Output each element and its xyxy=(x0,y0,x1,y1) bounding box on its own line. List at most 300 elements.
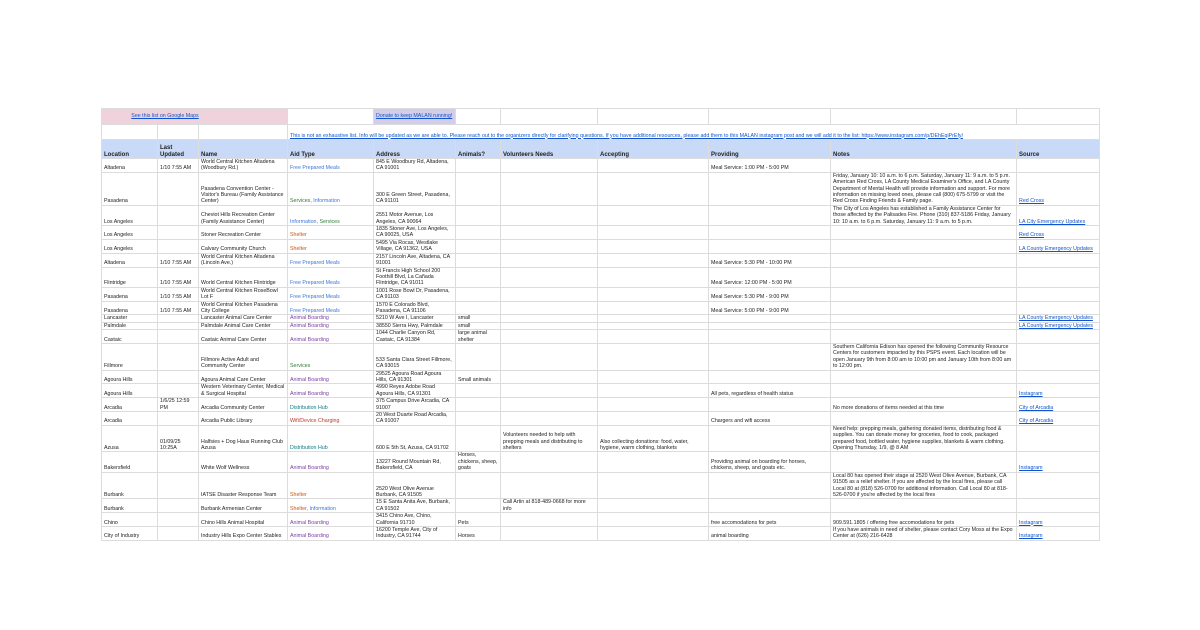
notice-text: This is not an exhaustive list. Info will be updated as we are able to. Please reach out to the organizers directly for clarifying questions. If you have additional resources, please add them to this MALAN instagram post and we will add it to the list: https://www.instagram.com/p/DEhEqiPrEfy/ xyxy=(288,125,1100,140)
cell-aid[interactable] xyxy=(288,267,374,287)
cell-aid[interactable] xyxy=(288,315,374,322)
cell-source[interactable] xyxy=(1017,412,1100,426)
column-header-source[interactable]: Source xyxy=(1017,140,1100,159)
cell-address[interactable]: 1835 Stoner Ave, Los Angeles, CA 90025, USA xyxy=(374,226,456,240)
cell-aid[interactable] xyxy=(288,301,374,315)
cell-updated[interactable]: 1/10 7:55 AM xyxy=(158,253,199,267)
cell-location[interactable]: Los Angeles xyxy=(102,205,158,225)
cell-accepting[interactable] xyxy=(598,499,709,513)
cell-source[interactable] xyxy=(1017,499,1100,513)
cell-volunteers[interactable] xyxy=(501,287,598,301)
cell-updated[interactable] xyxy=(158,226,199,240)
cell-accepting[interactable] xyxy=(598,172,709,205)
cell-notes[interactable] xyxy=(831,315,1017,322)
cell-updated[interactable] xyxy=(158,384,199,398)
cell-animals[interactable] xyxy=(456,226,501,240)
cell-source[interactable] xyxy=(1017,315,1100,322)
cell-providing[interactable] xyxy=(709,315,831,322)
cell-animals[interactable] xyxy=(456,172,501,205)
cell-address[interactable]: 845 E Woodbury Rd, Altadena, CA 91001 xyxy=(374,159,456,173)
cell-source[interactable] xyxy=(1017,425,1100,452)
cell-animals[interactable] xyxy=(456,301,501,315)
cell-notes[interactable]: Friday, January 10: 10 a.m. to 6 p.m. Saturday, January 11: 9 a.m. to 5 p.m. American Red Cross, LA County Medical Examiner's Office, and LA County Department of Mental Health will provide information and support. For more information on missing loved ones, please call (800) 675-5799 or visit the Red Cross Finding Friends & Family page. xyxy=(831,172,1017,205)
aid-type-chip: Free Prepared Meals xyxy=(290,165,340,172)
cell-animals[interactable] xyxy=(456,499,501,513)
cell-animals[interactable]: small xyxy=(456,322,501,329)
cell-address[interactable]: 533 Santa Clara Street Fillmore, CA 93015 xyxy=(374,343,456,370)
cell-updated[interactable] xyxy=(158,172,199,205)
cell-notes[interactable] xyxy=(831,412,1017,426)
cell-updated[interactable]: 1/10 7:55 AM xyxy=(158,287,199,301)
cell-location[interactable]: Los Angeles xyxy=(102,226,158,240)
column-header-animals[interactable]: Animals? xyxy=(456,140,501,159)
cell-notes[interactable] xyxy=(831,267,1017,287)
cell-source[interactable] xyxy=(1017,384,1100,398)
donate-cell xyxy=(374,109,456,125)
cell-notes[interactable] xyxy=(831,330,1017,344)
cell-providing[interactable]: Providing animal on boarding for horses, chickens, sheep, and goats etc. xyxy=(709,452,831,472)
cell-name[interactable]: Lancaster Animal Care Center xyxy=(199,315,288,322)
cell-name[interactable]: Palmdale Animal Care Center xyxy=(199,322,288,329)
column-header-accepting[interactable]: Accepting xyxy=(598,140,709,159)
cell-name[interactable]: Arcadia Public Library xyxy=(199,412,288,426)
cell-accepting[interactable] xyxy=(598,412,709,426)
cell-volunteers[interactable] xyxy=(501,267,598,287)
cell-notes[interactable]: 909.591.1805 / offering free accomodations for pets xyxy=(831,513,1017,527)
table-body xyxy=(102,159,1100,541)
cell-updated[interactable] xyxy=(158,513,199,527)
cell-source[interactable] xyxy=(1017,205,1100,225)
cell-providing[interactable]: animal boarding xyxy=(709,526,831,540)
aid-type-chip: Free Prepared Meals xyxy=(290,260,340,267)
donate-link[interactable]: Donate to keep MALAN running! xyxy=(376,113,453,120)
cell-aid[interactable] xyxy=(288,226,374,240)
cell-animals[interactable] xyxy=(456,159,501,173)
cell-providing[interactable] xyxy=(709,343,831,370)
source-link[interactable]: City of Arcadia xyxy=(1019,404,1054,411)
cell-animals[interactable] xyxy=(456,343,501,370)
cell-volunteers[interactable] xyxy=(501,239,598,253)
cell-providing[interactable] xyxy=(709,330,831,344)
cell-aid[interactable] xyxy=(288,343,374,370)
cell-address[interactable]: 16200 Temple Ave, City of Industry, CA 91744 xyxy=(374,526,456,540)
cell-address[interactable]: 300 E Green Street, Pasadena, CA 91101 xyxy=(374,172,456,205)
cell-name[interactable]: Chino Hills Animal Hospital xyxy=(199,513,288,527)
cell-aid[interactable] xyxy=(288,253,374,267)
cell-name[interactable]: Industry Hills Expo Center Stables xyxy=(199,526,288,540)
cell-name[interactable]: World Central Kitchen Altadena (Woodbury Rd.) xyxy=(199,159,288,173)
aid-type-chip: Free Prepared Meals xyxy=(290,294,340,301)
cell-animals[interactable] xyxy=(456,412,501,426)
cell-providing[interactable] xyxy=(709,425,831,452)
cell-name[interactable]: Arcadia Community Center xyxy=(199,398,288,412)
cell-notes[interactable]: Southern California Edison has opened the following Community Resource Centers for customers impacted by this PSPS event. Each location will be open January 9th from 8:00 am to 10:00 pm and January 10th from 8:00 am to 12:00 pm. xyxy=(831,343,1017,370)
column-header-last-updated[interactable]: Last Updated xyxy=(158,140,199,159)
cell-address[interactable]: 375 Campus Drive Arcadia, CA 91007 xyxy=(374,398,456,412)
cell-address[interactable]: 600 E 5th St, Azusa, CA 91702 xyxy=(374,425,456,452)
cell-accepting[interactable] xyxy=(598,398,709,412)
cell-source[interactable] xyxy=(1017,343,1100,370)
cell-name[interactable]: Agoura Animal Care Center xyxy=(199,370,288,384)
cell-location[interactable]: Flintridge xyxy=(102,267,158,287)
cell-address[interactable]: 2551 Motor Avenue, Los Angeles, CA 90064 xyxy=(374,205,456,225)
cell-aid[interactable] xyxy=(288,472,374,499)
cell-address[interactable]: 29525 Agoura Road Agoura Hills, CA 91301 xyxy=(374,370,456,384)
aid-type-chip: Services xyxy=(290,363,311,370)
cell-updated[interactable]: 1/10 7:55 AM xyxy=(158,267,199,287)
cell-animals[interactable] xyxy=(456,239,501,253)
cell-name[interactable]: World Central Kitchen Flintridge xyxy=(199,267,288,287)
cell-name[interactable]: Burbank Armenian Center xyxy=(199,499,288,513)
cell-notes[interactable] xyxy=(831,370,1017,384)
cell-providing[interactable]: All pets, regardless of health status xyxy=(709,384,831,398)
cell-location[interactable]: Agoura Hills xyxy=(102,370,158,384)
cell-aid[interactable] xyxy=(288,287,374,301)
cell-aid[interactable] xyxy=(288,452,374,472)
cell-animals[interactable]: Horses, chickens, sheep, goats xyxy=(456,452,501,472)
cell-volunteers[interactable] xyxy=(501,398,598,412)
cell-aid[interactable] xyxy=(288,330,374,344)
cell-providing[interactable] xyxy=(709,370,831,384)
cell-source[interactable] xyxy=(1017,239,1100,253)
table-row xyxy=(102,425,1100,452)
cell-providing[interactable]: free accomodations for pets xyxy=(709,513,831,527)
cell-notes[interactable] xyxy=(831,239,1017,253)
cell-location[interactable]: Arcadia xyxy=(102,412,158,426)
source-link[interactable]: Instagram xyxy=(1019,465,1043,472)
cell-name[interactable]: Pasadena Convention Center - Visitor's Bureau (Family Assistance Center) xyxy=(199,172,288,205)
cell-accepting[interactable]: Also collecting donations: food, water, hygiene, warm clothing, blankets xyxy=(598,425,709,452)
cell-address[interactable]: 2520 West Olive Avenue Burbank, CA 91505 xyxy=(374,472,456,499)
cell-volunteers[interactable]: Call Artin at 818-489-0668 for more info xyxy=(501,499,598,513)
cell-aid[interactable] xyxy=(288,412,374,426)
aid-type-chip: Free Prepared Meals xyxy=(290,307,340,314)
cell-notes[interactable] xyxy=(831,452,1017,472)
cell-accepting[interactable] xyxy=(598,226,709,240)
cell-notes[interactable]: No more donations of items needed at this time xyxy=(831,398,1017,412)
cell-animals[interactable] xyxy=(456,384,501,398)
cell-updated[interactable] xyxy=(158,205,199,225)
cell-location[interactable]: Pasadena xyxy=(102,172,158,205)
cell-location[interactable]: Altadena xyxy=(102,159,158,173)
cell-volunteers[interactable] xyxy=(501,452,598,472)
cell-source[interactable] xyxy=(1017,287,1100,301)
cell-animals[interactable]: small xyxy=(456,315,501,322)
cell-volunteers[interactable] xyxy=(501,301,598,315)
cell-address[interactable]: 2157 Lincoln Ave, Altadena, CA 91001 xyxy=(374,253,456,267)
cell-address[interactable]: 38550 Sierra Hwy, Palmdale xyxy=(374,322,456,329)
cell-accepting[interactable] xyxy=(598,526,709,540)
cell-providing[interactable] xyxy=(709,499,831,513)
cell-accepting[interactable] xyxy=(598,370,709,384)
cell-volunteers[interactable] xyxy=(501,322,598,329)
cell-notes[interactable] xyxy=(831,159,1017,173)
cell-accepting[interactable] xyxy=(598,330,709,344)
cell-address[interactable]: 5210 W Ave I, Lancaster xyxy=(374,315,456,322)
cell-updated[interactable] xyxy=(158,472,199,499)
cell-location[interactable]: Pasadena xyxy=(102,301,158,315)
cell-animals[interactable]: Horses xyxy=(456,526,501,540)
source-link[interactable]: Red Cross xyxy=(1019,232,1045,239)
cell-volunteers[interactable] xyxy=(501,253,598,267)
cell-updated[interactable] xyxy=(158,499,199,513)
cell-volunteers[interactable] xyxy=(501,330,598,344)
cell-location[interactable]: Altadena xyxy=(102,253,158,267)
cell-accepting[interactable] xyxy=(598,287,709,301)
cell-source[interactable] xyxy=(1017,370,1100,384)
cell-providing[interactable]: Meal Service: 5:00 PM - 9:00 PM xyxy=(709,301,831,315)
cell-source[interactable] xyxy=(1017,267,1100,287)
cell-providing[interactable] xyxy=(709,172,831,205)
cell-animals[interactable] xyxy=(456,253,501,267)
table-row xyxy=(102,287,1100,301)
cell-aid[interactable] xyxy=(288,384,374,398)
cell-accepting[interactable] xyxy=(598,322,709,329)
cell-location[interactable]: Fillmore xyxy=(102,343,158,370)
cell-source[interactable] xyxy=(1017,472,1100,499)
cell-accepting[interactable] xyxy=(598,513,709,527)
source-link[interactable]: LA County Emergency Updates xyxy=(1019,322,1093,329)
cell-animals[interactable] xyxy=(456,287,501,301)
cell-volunteers[interactable] xyxy=(501,172,598,205)
maps-link[interactable]: See this list on Google Maps xyxy=(131,113,199,120)
cell-location[interactable]: City of Industry xyxy=(102,526,158,540)
column-header-name[interactable]: Name xyxy=(199,140,288,159)
cell-location[interactable]: Azusa xyxy=(102,425,158,452)
cell-location[interactable]: Burbank xyxy=(102,499,158,513)
cell-providing[interactable]: Meal Service: 5:30 PM - 10:00 PM xyxy=(709,253,831,267)
cell-providing[interactable] xyxy=(709,205,831,225)
column-header-providing[interactable]: Providing xyxy=(709,140,831,159)
source-link[interactable]: LA City Emergency Updates xyxy=(1019,218,1086,225)
cell-providing[interactable] xyxy=(709,226,831,240)
cell-location[interactable]: Bakersfield xyxy=(102,452,158,472)
cell-location[interactable]: Chino xyxy=(102,513,158,527)
cell-aid[interactable]: Shelter, Information xyxy=(288,499,374,513)
cell-notes[interactable]: Local 80 has opened their stage at 2520 West Olive Avenue, Burbank, CA 91505 as a relief shelter. If you are affected by the local fires, please call Local 80 at (818) 526-0700 for additional information. Call Local 80 at 818-526-0700 if you're affected by the local fires xyxy=(831,472,1017,499)
cell-notes[interactable]: The City of Los Angeles has established a Family Assistance Center for those affected by the Palisades Fire. Phone (310) 837-5186 Friday, January 10: 10 a.m. to 6 p.m. Saturday, January 11: 9 a.m. to 5 p.m. xyxy=(831,205,1017,225)
cell-updated[interactable] xyxy=(158,315,199,322)
cell-name[interactable]: IATSE Disaster Response Team xyxy=(199,472,288,499)
cell-location[interactable]: Palmdale xyxy=(102,322,158,329)
source-link[interactable]: Red Cross xyxy=(1019,198,1045,205)
source-link[interactable]: Instagram xyxy=(1019,519,1043,526)
source-link[interactable]: City of Arcadia xyxy=(1019,418,1054,425)
cell-address[interactable]: 1044 Charlie Canyon Rd, Castaic, CA 91384 xyxy=(374,330,456,344)
cell-updated[interactable] xyxy=(158,526,199,540)
cell-aid[interactable] xyxy=(288,322,374,329)
cell-location[interactable]: Burbank xyxy=(102,472,158,499)
cell-volunteers[interactable] xyxy=(501,472,598,499)
cell-providing[interactable]: Chargers and wifi access xyxy=(709,412,831,426)
cell-volunteers[interactable] xyxy=(501,159,598,173)
cell-source[interactable] xyxy=(1017,452,1100,472)
cell-notes[interactable]: If you have animals in need of shelter, please contact Cory Moss at the Expo Center at (626) 216-6428 xyxy=(831,526,1017,540)
cell-animals[interactable] xyxy=(456,398,501,412)
cell-location[interactable]: Lancaster xyxy=(102,315,158,322)
table-row xyxy=(102,301,1100,315)
aid-type-chip: Animal Boarding xyxy=(290,519,329,526)
cell-address[interactable]: 5495 Via Rocas, Westlake Village, CA 91362, USA xyxy=(374,239,456,253)
cell-aid[interactable] xyxy=(288,398,374,412)
cell-source[interactable] xyxy=(1017,253,1100,267)
cell-address[interactable]: 1570 E Colorado Blvd, Pasadena, CA 91106 xyxy=(374,301,456,315)
cell-accepting[interactable] xyxy=(598,159,709,173)
cell-name[interactable]: World Central Kitchen Pasadena City College xyxy=(199,301,288,315)
cell-accepting[interactable] xyxy=(598,384,709,398)
cell-address[interactable]: 4990 Reyes Adobe Road Agoura Hills, CA 91301 xyxy=(374,384,456,398)
cell-source[interactable] xyxy=(1017,330,1100,344)
cell-notes[interactable] xyxy=(831,301,1017,315)
cell-name[interactable]: World Central Kitchen Altadena (Lincoln Ave.) xyxy=(199,253,288,267)
cell-aid[interactable]: Information, Services xyxy=(288,205,374,225)
table-row xyxy=(102,499,1100,513)
cell-name[interactable]: Western Veterinary Center, Medical & Surgical Hospital xyxy=(199,384,288,398)
cell-name[interactable]: Fillmore Active Adult and Community Center xyxy=(199,343,288,370)
cell-aid[interactable] xyxy=(288,526,374,540)
table-row xyxy=(102,513,1100,527)
cell-updated[interactable]: 1/10 7:55 AM xyxy=(158,159,199,173)
column-header-volunteers-needs[interactable]: Volunteers Needs xyxy=(501,140,598,159)
cell-volunteers[interactable] xyxy=(501,526,598,540)
cell-updated[interactable] xyxy=(158,412,199,426)
cell-source[interactable] xyxy=(1017,513,1100,527)
cell-updated[interactable]: 01/09/25 10:25A xyxy=(158,425,199,452)
cell-updated[interactable] xyxy=(158,322,199,329)
cell-source[interactable] xyxy=(1017,159,1100,173)
cell-volunteers[interactable] xyxy=(501,412,598,426)
cell-source[interactable] xyxy=(1017,226,1100,240)
column-header-row xyxy=(102,140,1100,159)
column-header-notes[interactable]: Notes xyxy=(831,140,1017,159)
cell-updated[interactable] xyxy=(158,452,199,472)
cell-address[interactable]: 3415 Chino Ave, Chino, California 91710 xyxy=(374,513,456,527)
cell-updated[interactable] xyxy=(158,239,199,253)
cell-accepting[interactable] xyxy=(598,343,709,370)
cell-volunteers[interactable] xyxy=(501,343,598,370)
cell-updated[interactable] xyxy=(158,343,199,370)
cell-accepting[interactable] xyxy=(598,205,709,225)
cell-notes[interactable] xyxy=(831,226,1017,240)
source-link[interactable]: LA County Emergency Updates xyxy=(1019,315,1093,322)
resource-table xyxy=(101,108,1100,541)
cell-volunteers[interactable] xyxy=(501,384,598,398)
cell-notes[interactable] xyxy=(831,322,1017,329)
cell-providing[interactable]: Meal Service: 5:30 PM - 9:00 PM xyxy=(709,287,831,301)
aid-type-chip: Shelter xyxy=(290,246,307,253)
source-link[interactable]: LA County Emergency Updates xyxy=(1019,246,1093,253)
cell-accepting[interactable] xyxy=(598,301,709,315)
cell-notes[interactable] xyxy=(831,384,1017,398)
cell-accepting[interactable] xyxy=(598,472,709,499)
cell-accepting[interactable] xyxy=(598,452,709,472)
cell-notes[interactable]: Need help: prepping meals, gathering donated items, distributing food & supplies. You can donate money for groceries, food to cook, packaged prepared food, bottled water, hygiene supplies, blankets & warm clothing. Opening Thursday, 1/9, @ 8 AM xyxy=(831,425,1017,452)
cell-name[interactable]: White Wolf Wellness xyxy=(199,452,288,472)
cell-location[interactable]: Agoura Hills xyxy=(102,384,158,398)
table-row xyxy=(102,205,1100,225)
cell-location[interactable]: Arcadia xyxy=(102,398,158,412)
column-header-address[interactable]: Address xyxy=(374,140,456,159)
cell-volunteers[interactable] xyxy=(501,205,598,225)
cell-accepting[interactable] xyxy=(598,315,709,322)
cell-animals[interactable]: Small animals xyxy=(456,370,501,384)
cell-address[interactable]: 20 West Duarte Road Arcadia, CA 91007 xyxy=(374,412,456,426)
column-header-location[interactable]: Location xyxy=(102,140,158,159)
cell-volunteers[interactable] xyxy=(501,226,598,240)
aid-type-chip: Services xyxy=(319,218,340,225)
cell-volunteers[interactable] xyxy=(501,513,598,527)
cell-name[interactable]: World Central Kitchen RoseBowl Lot F xyxy=(199,287,288,301)
cell-source[interactable] xyxy=(1017,172,1100,205)
cell-notes[interactable] xyxy=(831,253,1017,267)
cell-aid[interactable] xyxy=(288,513,374,527)
cell-updated[interactable] xyxy=(158,370,199,384)
cell-animals[interactable] xyxy=(456,472,501,499)
cell-address[interactable]: 15 E Santa Anita Ave, Burbank, CA 91502 xyxy=(374,499,456,513)
cell-name[interactable]: Stoner Recreation Center xyxy=(199,226,288,240)
cell-name[interactable]: Halfsies + Dog Haus Running Club Azusa xyxy=(199,425,288,452)
cell-animals[interactable] xyxy=(456,205,501,225)
cell-location[interactable]: Pasadena xyxy=(102,287,158,301)
aid-type-chip: Information xyxy=(309,505,336,512)
cell-animals[interactable] xyxy=(456,425,501,452)
cell-location[interactable]: Los Angeles xyxy=(102,239,158,253)
cell-providing[interactable] xyxy=(709,239,831,253)
table-row xyxy=(102,452,1100,472)
cell-aid[interactable] xyxy=(288,425,374,452)
cell-source[interactable] xyxy=(1017,398,1100,412)
cell-name[interactable]: Calvary Community Church xyxy=(199,239,288,253)
cell-aid[interactable] xyxy=(288,159,374,173)
cell-address[interactable]: St Francis High School 200 Foothill Blvd, La Cañada Flintridge, CA 91011 xyxy=(374,267,456,287)
cell-updated[interactable] xyxy=(158,330,199,344)
cell-source[interactable] xyxy=(1017,322,1100,329)
cell-providing[interactable] xyxy=(709,472,831,499)
cell-animals[interactable]: Pets xyxy=(456,513,501,527)
cell-address[interactable]: 13227 Round Mountain Rd, Bakersfield, CA xyxy=(374,452,456,472)
cell-name[interactable]: Castaic Animal Care Center xyxy=(199,330,288,344)
cell-aid[interactable] xyxy=(288,239,374,253)
cell-volunteers[interactable] xyxy=(501,315,598,322)
cell-source[interactable] xyxy=(1017,301,1100,315)
cell-notes[interactable] xyxy=(831,499,1017,513)
cell-animals[interactable]: large animal shelter xyxy=(456,330,501,344)
cell-notes[interactable] xyxy=(831,287,1017,301)
column-header-aid-type[interactable]: Aid Type xyxy=(288,140,374,159)
cell-name[interactable]: Cheviot Hills Recreation Center (Family Assistance Center) xyxy=(199,205,288,225)
cell-providing[interactable] xyxy=(709,322,831,329)
cell-volunteers[interactable]: Volunteers needed to help with prepping meals and distributing to shelters xyxy=(501,425,598,452)
source-link[interactable]: Instagram xyxy=(1019,533,1043,540)
cell-source[interactable] xyxy=(1017,526,1100,540)
cell-aid[interactable] xyxy=(288,370,374,384)
cell-providing[interactable] xyxy=(709,398,831,412)
cell-accepting[interactable] xyxy=(598,267,709,287)
cell-aid[interactable]: Services, Information xyxy=(288,172,374,205)
cell-providing[interactable]: Meal Service: 1:00 PM - 5:00 PM xyxy=(709,159,831,173)
cell-updated[interactable]: 1/6/25 12:59 PM xyxy=(158,398,199,412)
cell-animals[interactable] xyxy=(456,267,501,287)
cell-location[interactable]: Castaic xyxy=(102,330,158,344)
cell-accepting[interactable] xyxy=(598,239,709,253)
cell-accepting[interactable] xyxy=(598,253,709,267)
cell-volunteers[interactable] xyxy=(501,370,598,384)
cell-providing[interactable]: Meal Service: 12:00 PM - 5:00 PM xyxy=(709,267,831,287)
aid-type-chip: Animal Boarding xyxy=(290,315,329,322)
source-link[interactable]: Instagram xyxy=(1019,390,1043,397)
cell-updated[interactable]: 1/10 7:55 AM xyxy=(158,301,199,315)
cell-address[interactable]: 1001 Rose Bowl Dr, Pasadena, CA 91103 xyxy=(374,287,456,301)
